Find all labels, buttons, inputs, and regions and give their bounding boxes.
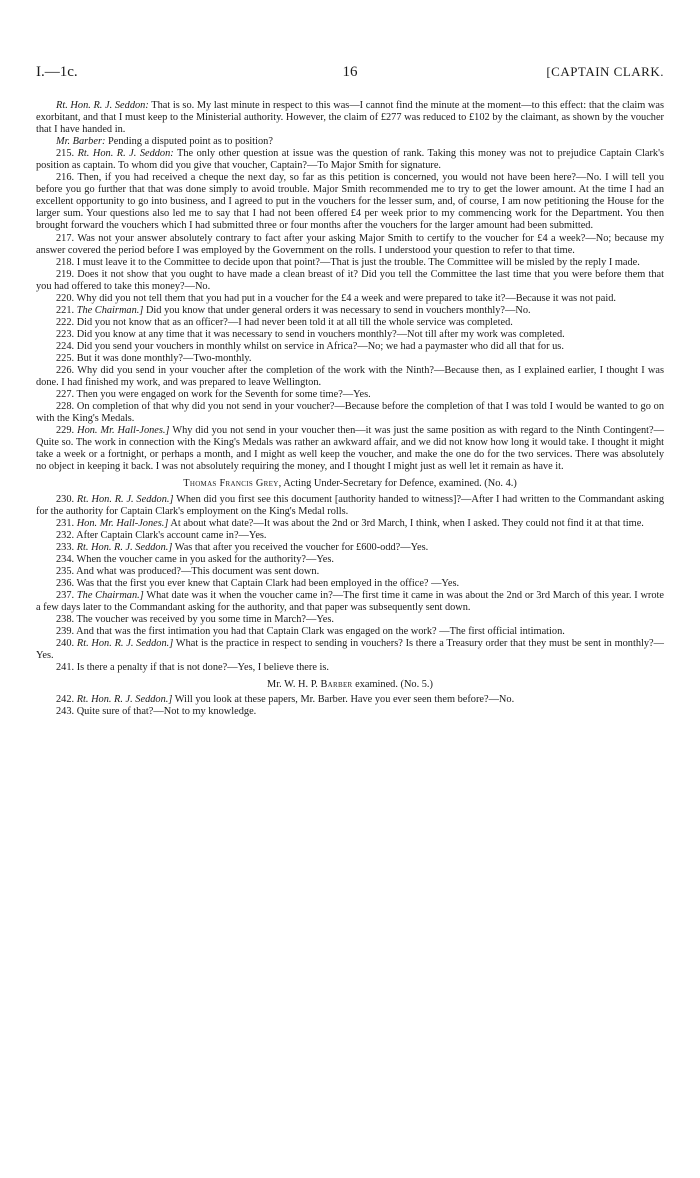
testimony-paragraph	[36, 305, 664, 317]
paragraph-text: And what was produced?—This document was sent down.	[76, 565, 320, 577]
question-number: 232.	[56, 529, 75, 541]
testimony-paragraph	[36, 257, 664, 269]
testimony-paragraph	[36, 233, 664, 257]
witness-name: Thomas Francis Grey	[183, 478, 279, 490]
testimony-paragraph	[36, 706, 664, 718]
speaker: Hon. Mr. Hall-Jones.]	[76, 517, 169, 529]
paragraph-text: Is there a penalty if that is not done?—Yes, I believe there is.	[76, 662, 330, 674]
question-number: 219.	[56, 268, 75, 280]
speaker: Rt. Hon. R. J. Seddon.]	[76, 638, 174, 650]
question-number: 236.	[56, 577, 75, 589]
testimony-paragraph	[36, 614, 664, 626]
question-number: 237.	[56, 589, 75, 601]
paragraph-text: Did you send your vouchers in monthly whilst on service in Africa?—No; we had a paymaster who did all that for us.	[76, 340, 564, 352]
question-number: 243.	[56, 706, 75, 718]
question-number: 223.	[56, 328, 75, 340]
paragraph-text: At about what date?—It was about the 2nd or 3rd March, I think, when I asked. They could not find it at that time.	[168, 517, 644, 529]
question-number: 228.	[56, 401, 75, 413]
paragraph-text: But it was done monthly?—Two-monthly.	[76, 352, 252, 364]
paragraph-text: Was not your answer absolutely contrary to fact after your asking Major Smith to certify to the voucher for £4 a week?—No; because my answer covered the period before I was employed by the Government on the rolls. I understood your question to refer to that time.	[36, 232, 664, 256]
paragraph-text: On completion of that why did you not send in your voucher?—Because before the completion of that I was told I would be wanted to go on with the King's Medals.	[36, 401, 664, 425]
testimony-paragraph	[36, 554, 664, 566]
question-number: 229.	[56, 425, 75, 437]
testimony-paragraph	[36, 566, 664, 578]
testimony-paragraph	[36, 518, 664, 530]
paragraph-text: Pending a disputed point as to position?	[105, 136, 273, 148]
paragraph-text: Does it not show that you ought to have made a clean breast of it? Did you tell the Committee the last time that you were before them that you had offered to take this money?—No.	[36, 268, 664, 292]
document-body	[36, 100, 664, 718]
paragraph-text: Was that the first you ever knew that Captain Clark had been employed in the office? —Yes.	[76, 577, 460, 589]
paragraph-text: Will you look at these papers, Mr. Barber. Have you ever seen them before?—No.	[172, 694, 515, 706]
testimony-paragraph	[36, 638, 664, 662]
question-number: 242.	[56, 694, 75, 706]
paragraph-text: I must leave it to the Committee to decide upon that point?—That is just the trouble. The Committee will be misled by the reply I made.	[76, 256, 640, 268]
paragraph-text: Why did you not send in your voucher then—it was just the same position as with regard to the Ninth Contingent?—Quite so. The work in connection with the King's Medals was rather an awkward affair, and we did not know how long it would take. I thought it might take a week or a fortnight, or perhaps a month, and I might as well keep the voucher, and make the one do for the two services. There was absolutely no object in keeping it back. I was not absolutely requiring the money, and I thought I might just as well let it remain as have it.	[36, 425, 664, 473]
question-number: 233.	[56, 541, 75, 553]
paragraph-text: Did you not know that as an officer?—I had never been told it at all till the whole service was completed.	[76, 316, 513, 328]
testimony-paragraph	[36, 172, 664, 232]
question-number: 240.	[56, 638, 75, 650]
paragraph-text: The voucher was received by you some time in March?—Yes.	[76, 613, 334, 625]
witness-name: Barber	[320, 679, 353, 691]
question-number: 239.	[56, 626, 75, 638]
paragraph-text: When the voucher came in you asked for the authority?—Yes.	[76, 553, 334, 565]
testimony-paragraph	[36, 293, 664, 305]
paragraph-text: Did you know at any time that it was necessary to send in vouchers monthly?—Not till after my work was completed.	[76, 328, 565, 340]
question-number: 231.	[56, 517, 75, 529]
question-number: 215.	[56, 148, 75, 160]
witness-heading	[36, 679, 664, 691]
speaker: Hon. Mr. Hall-Jones.]	[77, 425, 170, 437]
paragraph-text: When did you first see this document [authority handed to witness]?—After I had written to the Commandant asking for the authority for Captain Clark's employment on the King's Medal rolls.	[36, 493, 664, 517]
paragraph-text: And that was the first intimation you had that Captain Clark was engaged on the work? —The first official intimation.	[76, 626, 565, 638]
testimony-paragraph	[36, 329, 664, 341]
testimony-paragraph	[36, 100, 664, 136]
testimony-paragraph	[36, 694, 664, 706]
paragraph-text: What date was it when the voucher came in?—The first time it came in was about the 2nd or 3rd March of this year. I wrote a few days later to the Commandant asking for the authority, and that paper was subsequently sent down.	[36, 589, 664, 613]
witness-heading	[36, 478, 664, 490]
question-number: 230.	[56, 493, 75, 505]
testimony-paragraph	[36, 269, 664, 293]
paragraph-text: Quite sure of that?—Not to my knowledge.	[76, 706, 257, 718]
question-number: 216.	[56, 172, 75, 184]
paragraph-text: Did you know that under general orders it was necessary to send in vouchers monthly?—No.	[143, 304, 531, 316]
speaker: Rt. Hon. R. J. Seddon.]	[76, 493, 174, 505]
testimony-paragraph	[36, 425, 664, 473]
speaker: The Chairman.]	[76, 589, 144, 601]
question-number: 222.	[56, 316, 75, 328]
heading-prefix: Mr. W. H. P.	[267, 679, 321, 691]
paragraph-text: That is so. My last minute in respect to this was—I cannot find the minute at the moment—to this effect: that the claim was exorbitant, and that I must keep to the Ministerial authority. However, the claim of £277 was reduced to £102 by the claimant, as shown by the voucher that I have handed in.	[36, 100, 664, 136]
header-reference: I.—1c.	[36, 64, 78, 80]
testimony-paragraph	[36, 401, 664, 425]
speaker: Rt. Hon. R. J. Seddon.]	[76, 541, 173, 553]
speaker: Mr. Barber:	[56, 136, 106, 148]
question-number: 225.	[56, 352, 75, 364]
testimony-paragraph	[36, 341, 664, 353]
question-number: 217.	[56, 232, 75, 244]
paragraph-text: Then, if you had received a cheque the next day, so far as this petition is concerned, you would not have been here?—No. I will tell you before you go further that that was done simply to avoid trouble. Major Smith recommended me to try to get the lower amount. At the time I had an excellent opportunity to go into business, and I agreed to put in the vouchers for the lesser sum, and, of course, I am now petitioning the House for the larger sum. Your questions also led me to say that I had not been offered £4 per week prior to my commencing work for the Department. You then brought forward the vouchers which I had submitted three or four months after the vouchers for the larger amount had been submitted.	[36, 172, 664, 232]
testimony-paragraph	[36, 662, 664, 674]
paragraph-text: What is the practice in respect to sending in vouchers? Is there a Treasury order that they must be sent in monthly?—Yes.	[36, 638, 664, 662]
testimony-paragraph	[36, 590, 664, 614]
testimony-paragraph	[36, 353, 664, 365]
page-header	[36, 64, 664, 86]
paragraph-text: Why did you not tell them that you had put in a voucher for the £4 a week and were prepared to take it?—Because it was not paid.	[76, 292, 616, 304]
question-number: 220.	[56, 292, 75, 304]
question-number: 234.	[56, 553, 75, 565]
testimony-paragraph	[36, 148, 664, 172]
testimony-paragraph	[36, 136, 664, 148]
paragraph-text: The only other question at issue was the question of rank. Taking this money was not to prejudice Captain Clark's position as captain. To whom did you give that voucher, Captain?—To Major Smith for signature.	[36, 148, 664, 172]
testimony-paragraph	[36, 365, 664, 389]
paragraph-text: examined. (No. 5.)	[352, 679, 433, 691]
testimony-paragraph	[36, 626, 664, 638]
speaker: Rt. Hon. R. J. Seddon:	[56, 100, 149, 111]
paragraph-text: Then you were engaged on work for the Seventh for some time?—Yes.	[76, 389, 371, 401]
testimony-paragraph	[36, 578, 664, 590]
question-number: 224.	[56, 340, 75, 352]
question-number: 235.	[56, 565, 75, 577]
paragraph-text: After Captain Clark's account came in?—Yes.	[76, 529, 267, 541]
question-number: 221.	[56, 304, 75, 316]
paragraph-text: Was that after you received the voucher for £600-odd?—Yes.	[172, 541, 429, 553]
paragraph-text: , Acting Under-Secretary for Defence, examined. (No. 4.)	[278, 478, 517, 490]
question-number: 241.	[56, 662, 75, 674]
speaker: The Chairman.]	[76, 304, 144, 316]
paragraph-text: Why did you send in your voucher after the completion of the work with the Ninth?—Because then, as I explained earlier, I thought I was done. I had finished my work, and was prepared to leave Wellington.	[36, 365, 664, 389]
header-title: [CAPTAIN CLARK.	[546, 64, 664, 79]
testimony-paragraph	[36, 317, 664, 329]
page-number: 16	[342, 64, 358, 80]
testimony-paragraph	[36, 530, 664, 542]
testimony-paragraph	[36, 389, 664, 401]
question-number: 238.	[56, 613, 75, 625]
question-number: 218.	[56, 256, 75, 268]
question-number: 226.	[56, 365, 75, 377]
testimony-paragraph	[36, 542, 664, 554]
question-number: 227.	[56, 389, 75, 401]
speaker: Rt. Hon. R. J. Seddon.]	[76, 694, 173, 706]
testimony-paragraph	[36, 494, 664, 518]
speaker: Rt. Hon. R. J. Seddon:	[77, 148, 174, 160]
